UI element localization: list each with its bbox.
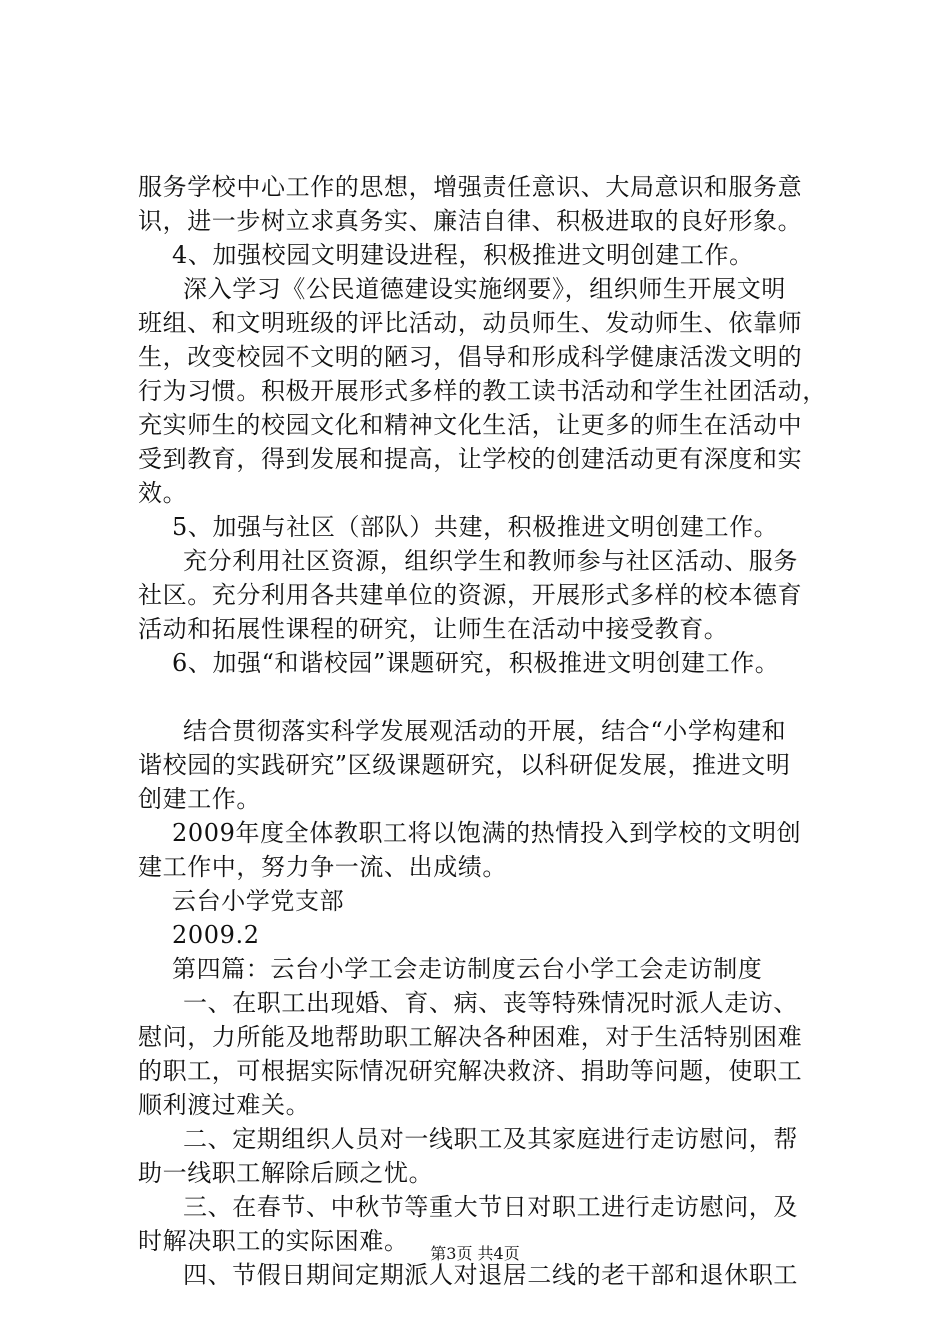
paragraph-line: 创建工作。 xyxy=(138,785,261,813)
paragraph-line: 2009年度全体教职工将以饱满的热情投入到学校的文明创 xyxy=(172,819,802,847)
paragraph-line: 识，进一步树立求真务实、廉洁自律、积极进取的良好形象。 xyxy=(138,207,803,235)
paragraph-line: 慰问，力所能及地帮助职工解决各种困难，对于生活特别困难 xyxy=(138,1023,803,1051)
paragraph-line: 谐校园的实践研究”区级课题研究，以科研促发展，推进文明 xyxy=(138,751,791,779)
paragraph-line: 活动和拓展性课程的研究，让师生在活动中接受教育。 xyxy=(138,615,729,643)
paragraph-line: 班组、和文明班级的评比活动，动员师生、发动师生、依靠师 xyxy=(138,309,803,337)
paragraph-line: 行为习惯。积极开展形式多样的教工读书活动和学生社团活动， xyxy=(138,377,827,405)
paragraph-line: 充分利用社区资源，组织学生和教师参与社区活动、服务 xyxy=(183,547,798,575)
blank-line xyxy=(138,680,838,714)
paragraph-line: 时解决职工的实际困难。 xyxy=(138,1227,409,1255)
paragraph-line: 建工作中，努力争一流、出成绩。 xyxy=(138,853,507,881)
section-heading: 5、加强与社区（部队）共建，积极推进文明创建工作。 xyxy=(172,513,779,541)
paragraph-line: 服务学校中心工作的思想，增强责任意识、大局意识和服务意 xyxy=(138,173,803,201)
paragraph-line: 结合贯彻落实科学发展观活动的开展，结合“小学构建和 xyxy=(183,717,787,745)
paragraph-line: 四、节假日期间定期派人对退居二线的老干部和退休职工 xyxy=(183,1261,798,1289)
paragraph-line: 充实师生的校园文化和精神文化生活，让更多的师生在活动中 xyxy=(138,411,803,439)
page-footer xyxy=(0,1244,950,1264)
paragraph-line: 生，改变校园不文明的陋习，倡导和形成科学健康活泼文明的 xyxy=(138,343,803,371)
signature-org: 云台小学党支部 xyxy=(172,887,345,915)
section-heading: 6、加强“和谐校园”课题研究，积极推进文明创建工作。 xyxy=(172,649,780,677)
page-number: 第3页 共4页 xyxy=(430,1244,520,1263)
paragraph-line: 深入学习《公民道德建设实施纲要》，组织师生开展文明 xyxy=(183,275,786,303)
document-body xyxy=(138,170,838,1292)
chapter-title: 第四篇：云台小学工会走访制度云台小学工会走访制度 xyxy=(172,955,763,983)
section-heading: 4、加强校园文明建设进程，积极推进文明创建工作。 xyxy=(172,241,754,269)
paragraph-line: 三、在春节、中秋节等重大节日对职工进行走访慰问，及 xyxy=(183,1193,798,1221)
paragraph-line: 社区。充分利用各共建单位的资源，开展形式多样的校本德育 xyxy=(138,581,803,609)
paragraph-line: 顺利渡过难关。 xyxy=(138,1091,311,1119)
paragraph-line: 的职工，可根据实际情况研究解决救济、捐助等问题，使职工 xyxy=(138,1057,803,1085)
paragraph-line: 效。 xyxy=(138,479,188,507)
paragraph-line: 一、在职工出现婚、育、病、丧等特殊情况时派人走访、 xyxy=(183,989,798,1017)
paragraph-line: 助一线职工解除后顾之忧。 xyxy=(138,1159,434,1187)
signature-date: 2009.2 xyxy=(172,921,260,949)
paragraph-line: 受到教育，得到发展和提高，让学校的创建活动更有深度和实 xyxy=(138,445,803,473)
paragraph-line: 二、定期组织人员对一线职工及其家庭进行走访慰问，帮 xyxy=(183,1125,798,1153)
